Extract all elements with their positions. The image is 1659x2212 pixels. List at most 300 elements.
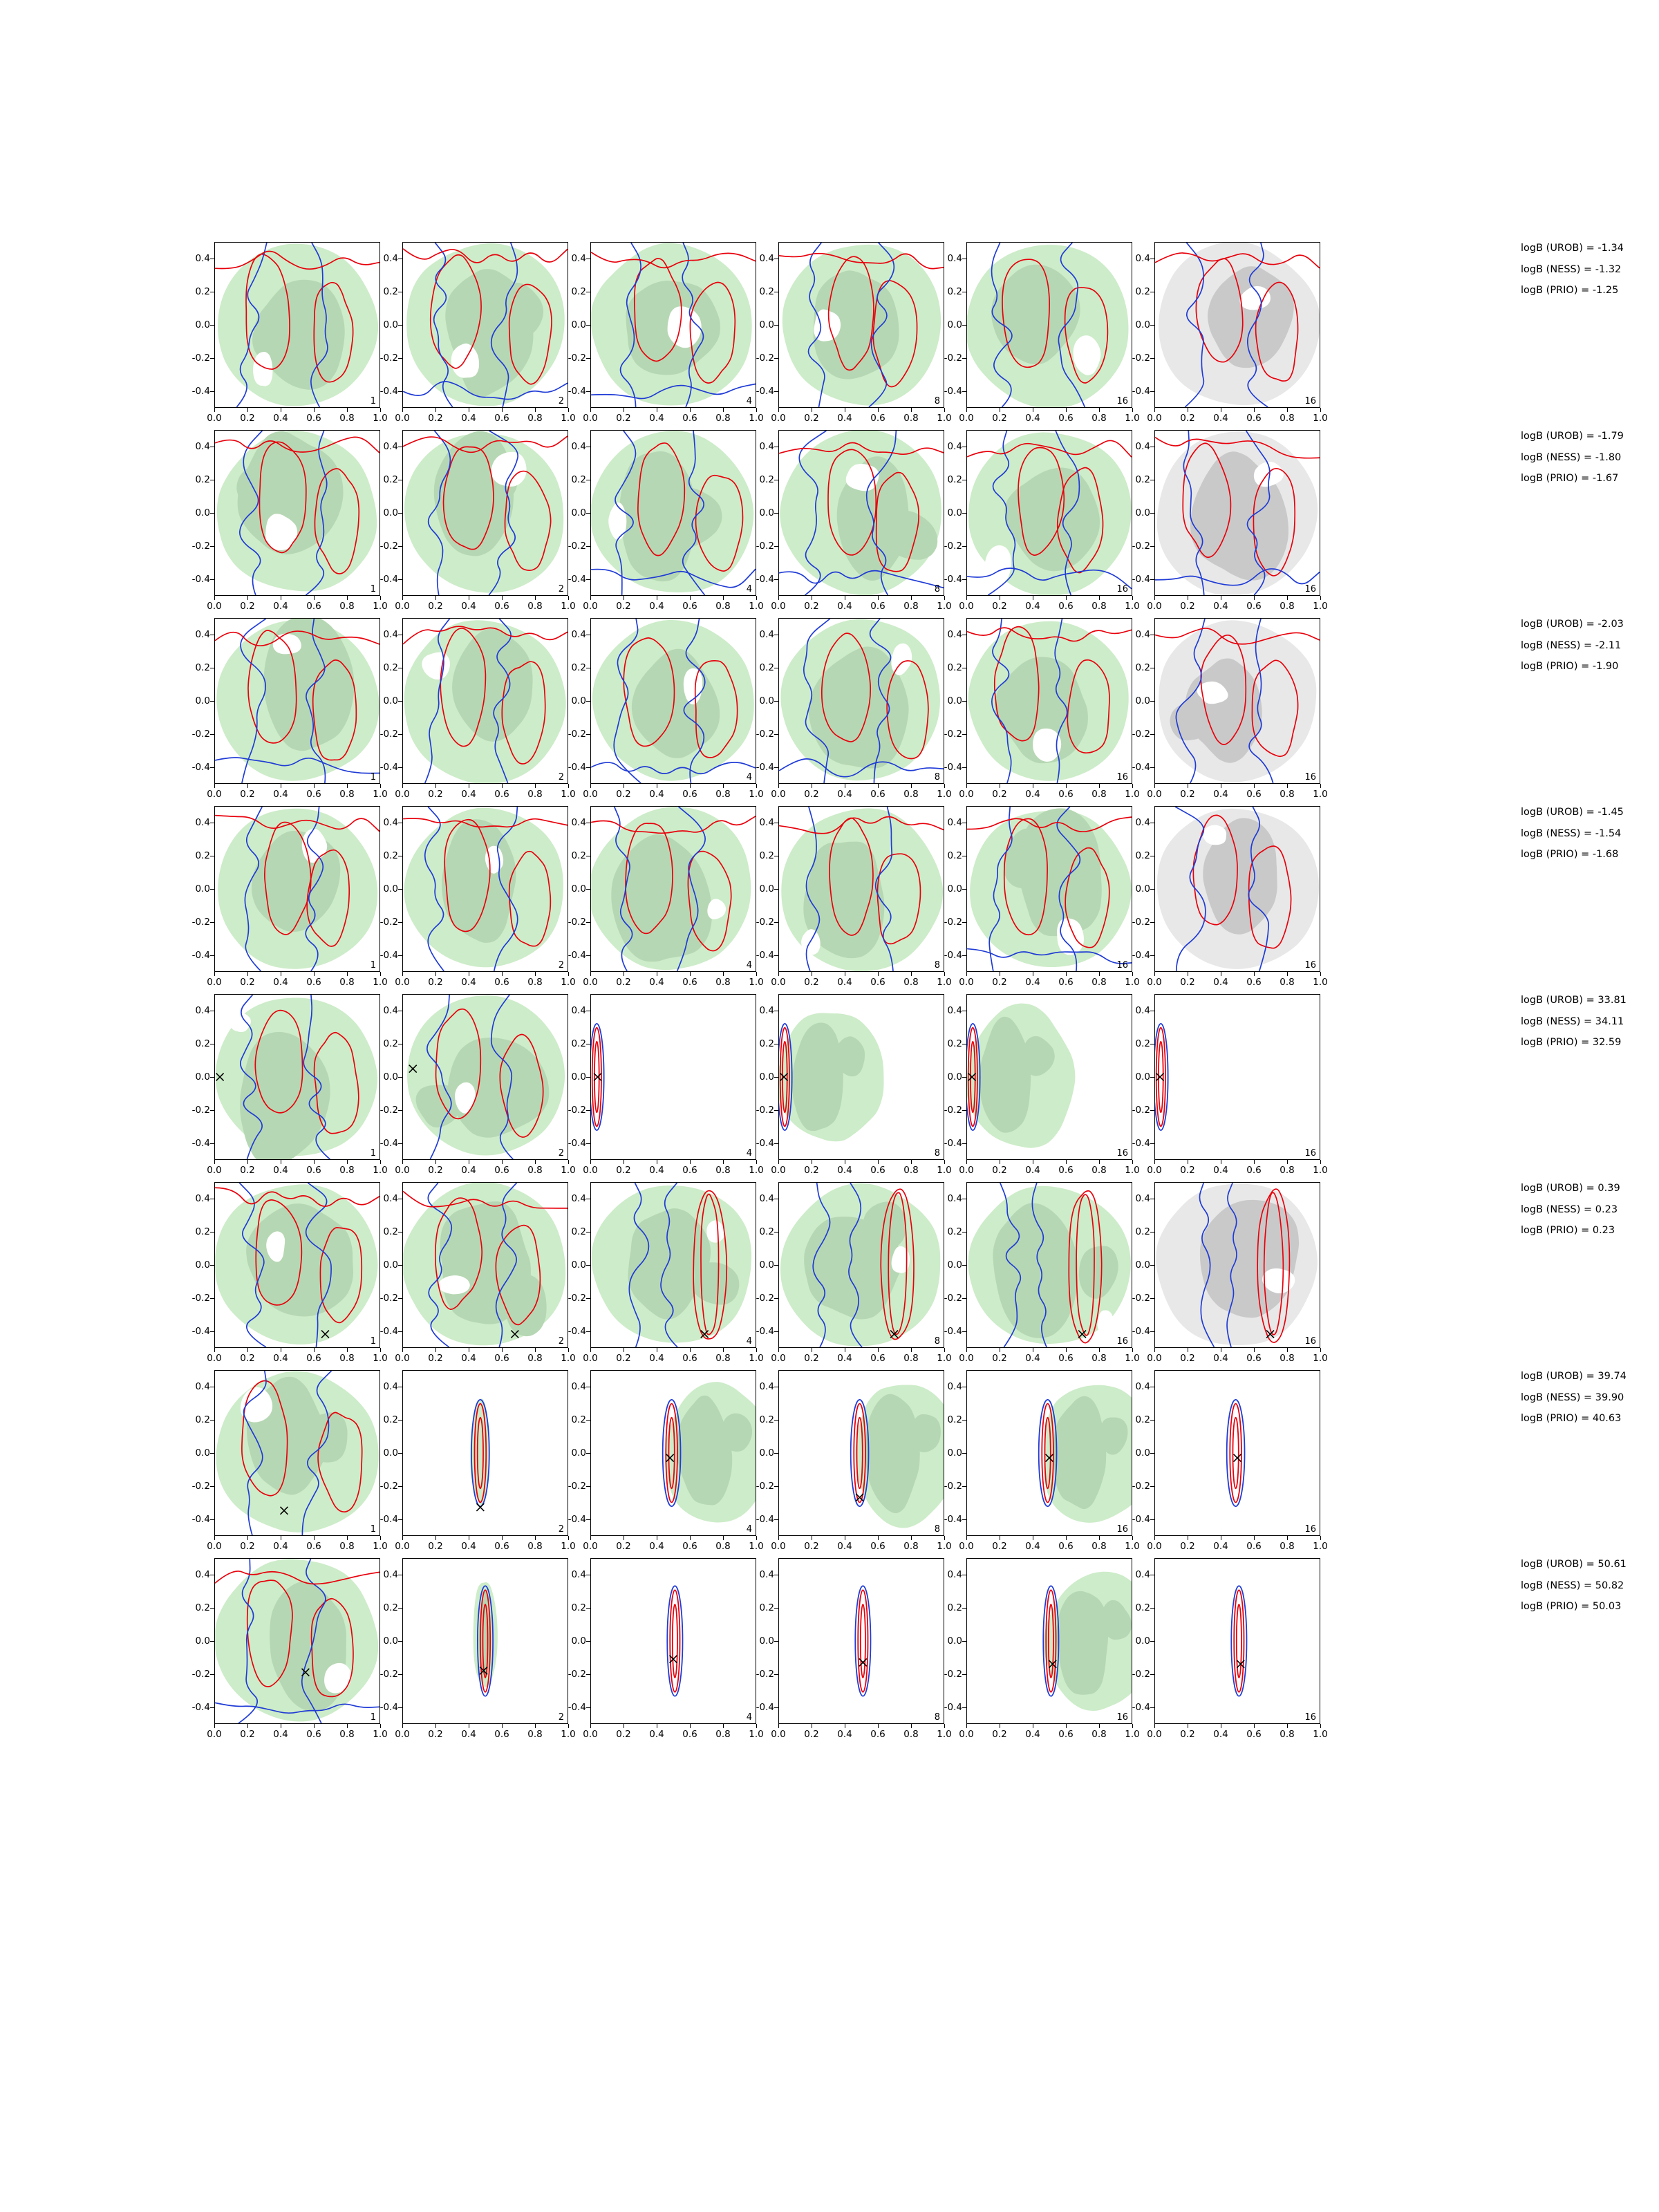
- y-tick-label: 0.0: [1135, 507, 1150, 518]
- y-tickmark: [962, 922, 966, 923]
- panel-axes: [214, 1558, 380, 1724]
- x-tick-label: 0.6: [1246, 1541, 1262, 1552]
- y-tick-label: 0.0: [947, 1259, 962, 1271]
- panel-r2-c1: [191, 430, 388, 618]
- x-tick-label: 0.4: [273, 977, 288, 988]
- annotation-line: logB (NESS) = -1.32: [1521, 263, 1622, 275]
- x-tick-label: 0.2: [992, 1165, 1007, 1176]
- y-tick-label: 0.2: [947, 1414, 962, 1425]
- y-tick-label: 0.4: [947, 1381, 962, 1392]
- x-tick-label: 0.4: [461, 1729, 476, 1740]
- annotation-line: logB (NESS) = 34.11: [1521, 1015, 1624, 1027]
- y-tick-label: -0.2: [191, 1293, 210, 1304]
- x-tick-label: 0.2: [428, 1541, 443, 1552]
- x-tick-label: 0.4: [837, 1165, 852, 1176]
- x-axis-ticks: [583, 596, 764, 617]
- y-tick-label: -0.2: [568, 1481, 586, 1492]
- y-tick-label: 0.2: [195, 1038, 210, 1049]
- panel-corner-label: 16: [1116, 1524, 1128, 1535]
- x-tickmark: [756, 596, 757, 600]
- y-tickmark: [962, 1110, 966, 1111]
- panel-r7-c4: [756, 1370, 953, 1558]
- y-tick-label: -0.4: [1132, 762, 1150, 773]
- x-tickmark: [1320, 596, 1321, 600]
- y-tickmark: [586, 325, 590, 326]
- x-tick-label: 0.6: [682, 1729, 697, 1740]
- x-tick-label: 0.8: [1280, 789, 1295, 800]
- x-axis-ticks: [1147, 596, 1328, 617]
- x-tickmark: [1320, 1348, 1321, 1352]
- panel-axes: [402, 618, 568, 784]
- y-tickmark: [774, 1641, 778, 1642]
- x-tick-label: 0.2: [616, 977, 631, 988]
- x-tick-label: 0.4: [1213, 1353, 1228, 1364]
- x-tick-label: 0.6: [1246, 1729, 1262, 1740]
- panel-axes: [214, 618, 380, 784]
- y-tickmark: [398, 1331, 402, 1332]
- panel-axes: [402, 806, 568, 972]
- x-tickmark: [944, 1536, 945, 1540]
- x-tickmark: [380, 1724, 381, 1728]
- y-tickmark: [1150, 391, 1154, 392]
- x-tickmark: [380, 1160, 381, 1164]
- x-tickmark: [568, 596, 569, 600]
- y-tick-label: 0.2: [571, 474, 586, 485]
- x-tickmark: [380, 972, 381, 976]
- y-tickmark: [1150, 767, 1154, 768]
- y-tickmark: [1150, 579, 1154, 580]
- annotation-line: logB (NESS) = 50.82: [1521, 1580, 1624, 1591]
- panel-axes: [590, 806, 756, 972]
- panel-axes: [590, 1370, 756, 1536]
- panel-axes: [778, 430, 944, 596]
- y-tickmark: [210, 1143, 214, 1144]
- x-tick-label: 0.4: [649, 1165, 664, 1176]
- y-tick-label: 0.4: [195, 1005, 210, 1016]
- y-tickmark: [398, 1143, 402, 1144]
- y-tick-label: 0.4: [759, 1569, 774, 1580]
- x-tick-label: 0.4: [837, 977, 852, 988]
- x-tick-label: 0.6: [494, 1541, 509, 1552]
- x-tick-label: 0.0: [959, 413, 974, 424]
- annotation-block-row2: [1521, 431, 1624, 495]
- y-tickmark: [774, 546, 778, 547]
- x-tickmark: [380, 1536, 381, 1540]
- y-tick-label: 0.4: [1135, 441, 1150, 452]
- x-tick-label: 0.4: [1025, 1353, 1040, 1364]
- panel-r2-c4: [756, 430, 953, 618]
- x-tick-label: 0.4: [1025, 413, 1040, 424]
- x-tick-label: 0.0: [1147, 1541, 1162, 1552]
- x-tick-label: 0.0: [207, 413, 222, 424]
- x-tick-label: 0.2: [804, 413, 819, 424]
- panel-corner-label: 1: [370, 772, 376, 782]
- panel-r4-c6: [1132, 806, 1329, 994]
- y-tick-label: 0.0: [947, 883, 962, 894]
- x-tickmark: [568, 1724, 569, 1728]
- panel-axes: [214, 1370, 380, 1536]
- y-tickmark: [586, 513, 590, 514]
- x-tick-label: 0.4: [649, 413, 664, 424]
- y-tickmark: [774, 579, 778, 580]
- y-tick-label: -0.4: [191, 1326, 210, 1337]
- panel-r3-c4: [756, 618, 953, 806]
- y-tickmark: [210, 1486, 214, 1487]
- y-tickmark: [774, 1707, 778, 1708]
- panel-row: [191, 1558, 1329, 1746]
- panel-corner-label: 2: [558, 772, 564, 782]
- y-tick-label: -0.4: [379, 1514, 398, 1525]
- x-tick-label: 1.0: [1125, 413, 1140, 424]
- y-tick-label: -0.2: [944, 917, 962, 928]
- y-tick-label: 0.4: [571, 1193, 586, 1204]
- x-tick-label: 0.0: [1147, 977, 1162, 988]
- y-tick-label: 0.2: [571, 850, 586, 861]
- y-tick-label: 0.2: [383, 662, 398, 673]
- panel-axes: [966, 806, 1132, 972]
- y-tick-label: -0.4: [379, 950, 398, 961]
- panel-axes: [214, 994, 380, 1160]
- y-tickmark: [1150, 513, 1154, 514]
- x-tick-label: 0.2: [1180, 1541, 1195, 1552]
- y-tickmark: [210, 767, 214, 768]
- x-tick-label: 1.0: [749, 1165, 764, 1176]
- y-tick-label: 0.0: [195, 1259, 210, 1271]
- x-tickmark: [1320, 784, 1321, 788]
- x-tick-label: 0.4: [649, 601, 664, 612]
- panel-r7-c1: [191, 1370, 388, 1558]
- y-tick-label: 0.0: [1135, 883, 1150, 894]
- panel-r2-c3: [568, 430, 765, 618]
- y-tick-label: -0.4: [191, 950, 210, 961]
- y-tickmark: [398, 1674, 402, 1675]
- y-tick-label: -0.4: [1132, 950, 1150, 961]
- y-tick-label: -0.2: [944, 353, 962, 364]
- x-tick-label: 0.0: [1147, 1353, 1162, 1364]
- annotation-line: logB (NESS) = 39.90: [1521, 1391, 1624, 1403]
- x-tick-label: 1.0: [1313, 789, 1328, 800]
- y-tick-label: 0.2: [759, 1414, 774, 1425]
- panel-r1-c2: [379, 242, 577, 430]
- y-tickmark: [774, 1486, 778, 1487]
- x-tickmark: [944, 972, 945, 976]
- x-tick-label: 0.0: [1147, 413, 1162, 424]
- y-tick-label: 0.2: [383, 1038, 398, 1049]
- y-tick-label: 0.0: [571, 319, 586, 330]
- panel-r6-c3: [568, 1182, 765, 1370]
- x-tick-label: 0.4: [273, 789, 288, 800]
- panel-axes: [1154, 1370, 1320, 1536]
- y-tickmark: [210, 955, 214, 956]
- y-tick-label: -0.2: [756, 1481, 774, 1492]
- x-axis-ticks: [771, 1724, 952, 1745]
- panel-row: [191, 430, 1329, 618]
- x-tick-label: 1.0: [1313, 977, 1328, 988]
- annotation-line: logB (UROB) = 39.74: [1521, 1371, 1627, 1382]
- panel-axes: [1154, 1558, 1320, 1724]
- y-tickmark: [398, 391, 402, 392]
- x-tickmark: [756, 784, 757, 788]
- x-axis-ticks: [207, 972, 388, 993]
- x-tick-label: 0.0: [771, 601, 786, 612]
- panel-axes: [966, 1182, 1132, 1348]
- x-axis-ticks: [395, 972, 576, 993]
- x-tick-label: 1.0: [373, 977, 388, 988]
- x-axis-ticks: [207, 1536, 388, 1557]
- x-tick-label: 1.0: [1313, 1729, 1328, 1740]
- x-tick-label: 1.0: [1125, 1165, 1140, 1176]
- y-tick-label: -0.2: [1132, 917, 1150, 928]
- x-tick-label: 0.0: [207, 1541, 222, 1552]
- x-tick-label: 1.0: [1125, 977, 1140, 988]
- y-tick-label: -0.2: [944, 1669, 962, 1680]
- panel-axes: [966, 994, 1132, 1160]
- y-tick-label: 0.4: [571, 1005, 586, 1016]
- panel-corner-label: 4: [746, 1336, 752, 1347]
- x-tick-label: 0.2: [1180, 413, 1195, 424]
- y-tick-label: -0.4: [379, 386, 398, 397]
- x-tick-label: 0.4: [1025, 1729, 1040, 1740]
- y-tickmark: [586, 1453, 590, 1454]
- y-tickmark: [210, 1110, 214, 1111]
- y-tick-label: 0.2: [759, 1602, 774, 1613]
- y-tickmark: [210, 1707, 214, 1708]
- x-tick-label: 1.0: [561, 1541, 576, 1552]
- x-tick-label: 1.0: [373, 1541, 388, 1552]
- x-tick-label: 0.8: [339, 1353, 355, 1364]
- x-tick-label: 0.2: [616, 789, 631, 800]
- panel-corner-label: 2: [558, 584, 564, 594]
- y-tick-label: -0.4: [756, 386, 774, 397]
- y-tick-label: 0.0: [947, 1635, 962, 1647]
- panel-corner-label: 16: [1304, 1148, 1316, 1159]
- x-tick-label: 0.0: [1147, 1729, 1162, 1740]
- x-axis-ticks: [959, 1348, 1140, 1369]
- y-tick-label: 0.4: [383, 817, 398, 828]
- x-tick-label: 0.4: [1213, 1729, 1228, 1740]
- x-tick-label: 0.8: [339, 977, 355, 988]
- x-tick-label: 0.4: [461, 601, 476, 612]
- panel-corner-label: 4: [746, 1712, 752, 1723]
- y-tickmark: [398, 325, 402, 326]
- y-tickmark: [210, 1453, 214, 1454]
- y-tick-label: -0.4: [1132, 574, 1150, 585]
- y-tick-label: 0.0: [571, 1259, 586, 1271]
- panel-corner-label: 16: [1304, 772, 1316, 782]
- x-tick-label: 0.6: [1246, 1165, 1262, 1176]
- x-tick-label: 0.8: [715, 1541, 731, 1552]
- panel-corner-label: 8: [934, 396, 940, 406]
- x-tick-label: 0.6: [306, 1353, 321, 1364]
- x-tick-label: 0.2: [1180, 1729, 1195, 1740]
- x-tick-label: 0.0: [959, 1541, 974, 1552]
- x-tickmark: [380, 408, 381, 412]
- y-tickmark: [210, 1298, 214, 1299]
- annotation-line: logB (PRIO) = 40.63: [1521, 1413, 1622, 1424]
- x-tick-label: 0.6: [494, 601, 509, 612]
- x-tick-label: 1.0: [937, 601, 952, 612]
- x-tick-label: 1.0: [561, 413, 576, 424]
- y-tickmark: [774, 955, 778, 956]
- x-tick-label: 0.4: [1025, 789, 1040, 800]
- y-tick-label: 0.0: [383, 1071, 398, 1082]
- x-tick-label: 0.4: [273, 1729, 288, 1740]
- y-tick-label: 0.2: [195, 662, 210, 673]
- x-tick-label: 0.2: [992, 977, 1007, 988]
- y-tickmark: [1150, 701, 1154, 702]
- x-tick-label: 0.4: [273, 1353, 288, 1364]
- y-tickmark: [774, 1077, 778, 1078]
- x-tick-label: 0.2: [240, 1353, 255, 1364]
- annotation-block-row6: [1521, 1183, 1620, 1247]
- y-tickmark: [398, 546, 402, 547]
- x-axis-ticks: [207, 784, 388, 805]
- x-tickmark: [568, 408, 569, 412]
- y-tick-label: -0.2: [379, 1669, 398, 1680]
- panel-corner-label: 2: [558, 1712, 564, 1723]
- panel-corner-label: 1: [370, 1336, 376, 1347]
- y-tick-label: -0.4: [191, 762, 210, 773]
- panel-corner-label: 2: [558, 1336, 564, 1347]
- x-tick-label: 0.2: [1180, 1353, 1195, 1364]
- y-tick-label: -0.4: [756, 1702, 774, 1713]
- y-tickmark: [586, 1486, 590, 1487]
- y-tickmark: [586, 1608, 590, 1609]
- panel-corner-label: 2: [558, 960, 564, 971]
- y-tick-label: -0.2: [944, 1481, 962, 1492]
- panel-axes: [214, 242, 380, 408]
- x-tick-label: 0.6: [870, 1165, 885, 1176]
- panel-axes: [590, 618, 756, 784]
- y-tick-label: -0.4: [756, 1326, 774, 1337]
- x-tick-label: 0.8: [1280, 1165, 1295, 1176]
- x-axis-ticks: [583, 1348, 764, 1369]
- y-tick-label: 0.0: [571, 507, 586, 518]
- y-tickmark: [398, 889, 402, 890]
- panel-axes: [966, 618, 1132, 784]
- annotation-line: logB (UROB) = 0.39: [1521, 1183, 1620, 1194]
- panel-r1-c5: [944, 242, 1141, 430]
- y-tick-label: 0.2: [195, 286, 210, 297]
- x-tick-label: 0.6: [682, 601, 697, 612]
- y-tick-label: -0.2: [379, 729, 398, 740]
- annotation-line: logB (PRIO) = 32.59: [1521, 1037, 1622, 1048]
- panel-corner-label: 16: [1116, 584, 1128, 594]
- y-tick-label: 0.0: [759, 883, 774, 894]
- y-tick-label: 0.4: [947, 253, 962, 264]
- y-tickmark: [210, 1420, 214, 1421]
- y-tick-label: -0.2: [568, 1105, 586, 1116]
- y-tick-label: 0.4: [571, 1569, 586, 1580]
- y-tick-label: 0.4: [195, 629, 210, 640]
- x-tick-label: 0.8: [1091, 1165, 1107, 1176]
- x-tick-label: 1.0: [561, 601, 576, 612]
- y-tick-label: -0.2: [1132, 1105, 1150, 1116]
- panel-r7-c6: [1132, 1370, 1329, 1558]
- x-tick-label: 1.0: [937, 977, 952, 988]
- y-tick-label: 0.4: [1135, 1193, 1150, 1204]
- annotation-block-row3: [1521, 619, 1624, 683]
- y-tick-label: 0.0: [571, 883, 586, 894]
- x-tick-label: 1.0: [1313, 601, 1328, 612]
- y-tick-label: -0.4: [1132, 1326, 1150, 1337]
- y-tick-label: 0.4: [383, 1381, 398, 1392]
- x-axis-ticks: [959, 596, 1140, 617]
- x-tickmark: [1132, 1724, 1133, 1728]
- x-tickmark: [568, 1536, 569, 1540]
- y-tick-label: 0.0: [383, 1259, 398, 1271]
- x-tick-label: 0.6: [494, 1165, 509, 1176]
- x-tick-label: 0.4: [1213, 1541, 1228, 1552]
- y-tickmark: [774, 1453, 778, 1454]
- x-tick-label: 0.8: [527, 1729, 543, 1740]
- annotation-block-row1: [1521, 243, 1624, 307]
- y-tick-label: 0.2: [571, 1038, 586, 1049]
- y-tick-label: 0.0: [1135, 1635, 1150, 1647]
- x-tick-label: 0.6: [1058, 413, 1074, 424]
- y-tickmark: [774, 767, 778, 768]
- y-tick-label: -0.4: [944, 1702, 962, 1713]
- panel-r5-c3: [568, 994, 765, 1182]
- y-tick-label: 0.2: [947, 1602, 962, 1613]
- y-tickmark: [962, 889, 966, 890]
- x-tick-label: 0.2: [240, 1165, 255, 1176]
- x-tick-label: 0.0: [583, 1165, 598, 1176]
- y-tick-label: -0.2: [379, 353, 398, 364]
- y-tick-label: -0.2: [191, 1105, 210, 1116]
- x-tick-label: 0.2: [1180, 977, 1195, 988]
- x-tick-label: 0.0: [583, 1729, 598, 1740]
- y-tickmark: [774, 701, 778, 702]
- y-tickmark: [586, 579, 590, 580]
- x-tick-label: 0.6: [306, 1729, 321, 1740]
- y-tick-label: 0.4: [383, 629, 398, 640]
- y-tick-label: -0.4: [191, 574, 210, 585]
- y-tickmark: [586, 1420, 590, 1421]
- y-tick-label: -0.2: [191, 917, 210, 928]
- x-tick-label: 0.8: [715, 977, 731, 988]
- x-tickmark: [568, 972, 569, 976]
- x-axis-ticks: [771, 596, 952, 617]
- x-tick-label: 0.4: [461, 1165, 476, 1176]
- panel-axes: [1154, 994, 1320, 1160]
- y-tickmark: [586, 1077, 590, 1078]
- x-tick-label: 0.0: [395, 1541, 410, 1552]
- panel-r1-c4: [756, 242, 953, 430]
- y-tick-label: -0.4: [1132, 386, 1150, 397]
- panel-axes: [1154, 242, 1320, 408]
- y-tick-label: 0.0: [759, 1635, 774, 1647]
- y-tick-label: 0.0: [947, 1447, 962, 1459]
- x-tick-label: 1.0: [937, 1729, 952, 1740]
- x-axis-ticks: [395, 596, 576, 617]
- x-tick-label: 0.8: [903, 1729, 919, 1740]
- y-tick-label: 0.2: [1135, 286, 1150, 297]
- annotation-line: logB (PRIO) = 50.03: [1521, 1601, 1622, 1612]
- y-tick-label: -0.2: [191, 729, 210, 740]
- panel-axes: [966, 1558, 1132, 1724]
- x-tick-label: 1.0: [561, 1353, 576, 1364]
- y-tickmark: [586, 546, 590, 547]
- x-axis-ticks: [959, 1160, 1140, 1181]
- y-tick-label: -0.4: [1132, 1702, 1150, 1713]
- panel-corner-label: 8: [934, 1148, 940, 1159]
- y-tick-label: -0.4: [944, 1138, 962, 1149]
- y-tick-label: 0.0: [1135, 1259, 1150, 1271]
- y-tick-label: 0.0: [195, 1447, 210, 1459]
- y-tick-label: -0.2: [568, 1293, 586, 1304]
- x-tick-label: 0.8: [903, 977, 919, 988]
